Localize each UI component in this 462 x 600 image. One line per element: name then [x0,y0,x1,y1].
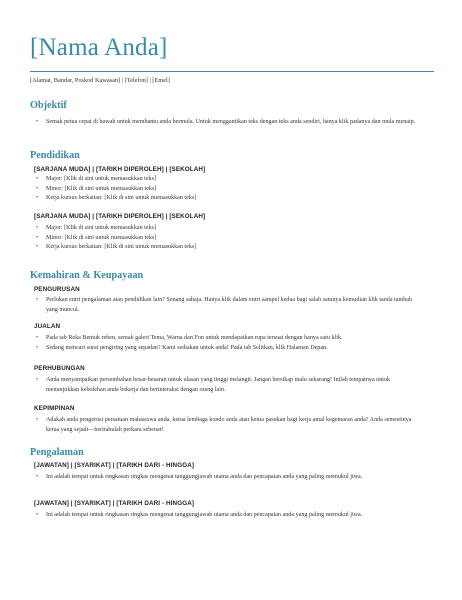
list-item: • Major: [Klik di sini untuk memasukkan teks] [34,175,424,185]
education-heading-1: [SARJANA MUDA] | [TARIKH DIPEROLEH] | [SEKOLAH] [34,166,206,173]
section-title-pendidikan: Pendidikan [30,150,80,161]
list-item: • Kerja kursus berkaitan: [Klik di sini untuk memasukkan teks] [34,243,424,253]
experience-list-1 [34,473,424,483]
education-list-2 [34,224,424,253]
skill-heading-pengurusan: PENGURUSAN [34,286,80,293]
bullet-icon: • [36,344,39,351]
skill-heading-perhubungan: PERHUBUNGAN [34,365,85,372]
bullet-icon: • [36,176,39,182]
resume-name: [Nama Anda] [30,34,168,61]
skill-list-perhubungan [34,376,424,395]
objektif-list [34,118,424,128]
section-title-kemahiran: Kemahiran & Keupayaan [30,270,144,281]
list-item: • Adakah anda pengerusi persatuan mahasiswa anda, ketua lembaga kondo anda atau ketua pasukan bagi kerja amal kegemaran anda? Anda semestinya ketua yang sejadi—beritahulah perkara sebenar! [36,417,412,433]
list-item: • Perlukan entri pengalaman atau pendidikan lain? Senang sahaja. Hanya klik dalam entri sampel kedua bagi salah satunya kemudian klik tanda tambah yang muncul. [36,297,413,313]
bullet-icon: • [36,195,39,202]
list-item: • Sedang mencari surat pengiring yang sepadan? Kami sediakan untuk anda! Pada tab Selitkan, klik Halaman Depan. [34,344,424,354]
header-divider [30,71,434,72]
skill-heading-kepimpinan: KEPIMPINAN [34,405,75,412]
skill-heading-jualan: JUALAN [34,323,61,330]
list-item: • Semak petua cepat di bawah untuk membantu anda bermula. Untuk menggantikan teks dengan teks anda sendiri, hanya klik padanya dan mula menaip. [34,118,424,128]
list-item: • Ini adalah tempat untuk ringkasan ringkas mengenai tanggungjawab utama anda dan pencapaian anda yang paling memukul jiwa. [34,511,424,521]
education-heading-2: [SARJANA MUDA] | [TARIKH DIPEROLEH] | [SEKOLAH] [34,213,206,220]
list-item: • Anda menyampaikan persembahan besar-besaran untuk ulasan yang tinggi melangit. Jangan bersikap malu sekarang! Inilah tempatnya untuk menunjukkan kebolehan anda bekerja dan berinteraksi dengan orang lain. [36,377,391,393]
bullet-icon: • [36,234,39,241]
list-item: • Minor: [Klik di sini untuk memasukkan teks] [34,185,424,195]
skill-list-pengurusan [34,296,424,315]
education-list-1 [34,175,424,204]
list-item: • Ini adalah tempat untuk ringkasan ringkas mengenai tanggungjawab utama anda dan pencapaian anda yang paling memukul jiwa. [34,473,424,483]
contact-line: [Alamat, Bandar, Poskod Kawasan] | [Telefon] | [Emel] [30,77,170,84]
bullet-icon: • [36,474,39,480]
section-title-objektif: Objektif [30,100,67,111]
experience-heading-1: [JAWATAN] | [SYARIKAT] | [TARIKH DARI - HINGGA] [34,462,195,469]
list-item: • Kerja kursus berkaitan: [Klik di sini untuk memasukkan teks] [34,194,424,204]
bullet-icon: • [36,335,39,341]
bullet-icon: • [36,377,39,383]
experience-list-2 [34,511,424,521]
bullet-icon: • [36,297,39,303]
bullet-icon: • [36,225,39,231]
experience-heading-2: [JAWATAN] | [SYARIKAT] | [TARIKH DARI - HINGGA] [34,500,195,507]
bullet-icon: • [36,185,39,192]
bullet-icon: • [36,119,39,125]
skill-list-jualan [34,334,424,353]
bullet-icon: • [36,512,39,518]
list-item: • Major: [Klik di sini untuk memasukkan teks] [34,224,424,234]
section-title-pengalaman: Pengalaman [30,447,84,458]
list-item: • Pada tab Reka Bentuk reben, semak galeri Tema, Warna dan Fon untuk mendapatkan rupa tersuai dengan hanya satu klik. [34,334,424,344]
bullet-icon: • [36,244,39,251]
skill-list-kepimpinan [34,416,424,435]
bullet-icon: • [36,417,39,423]
list-item: • Minor: [Klik di sini untuk memasukkan teks] [34,234,424,244]
